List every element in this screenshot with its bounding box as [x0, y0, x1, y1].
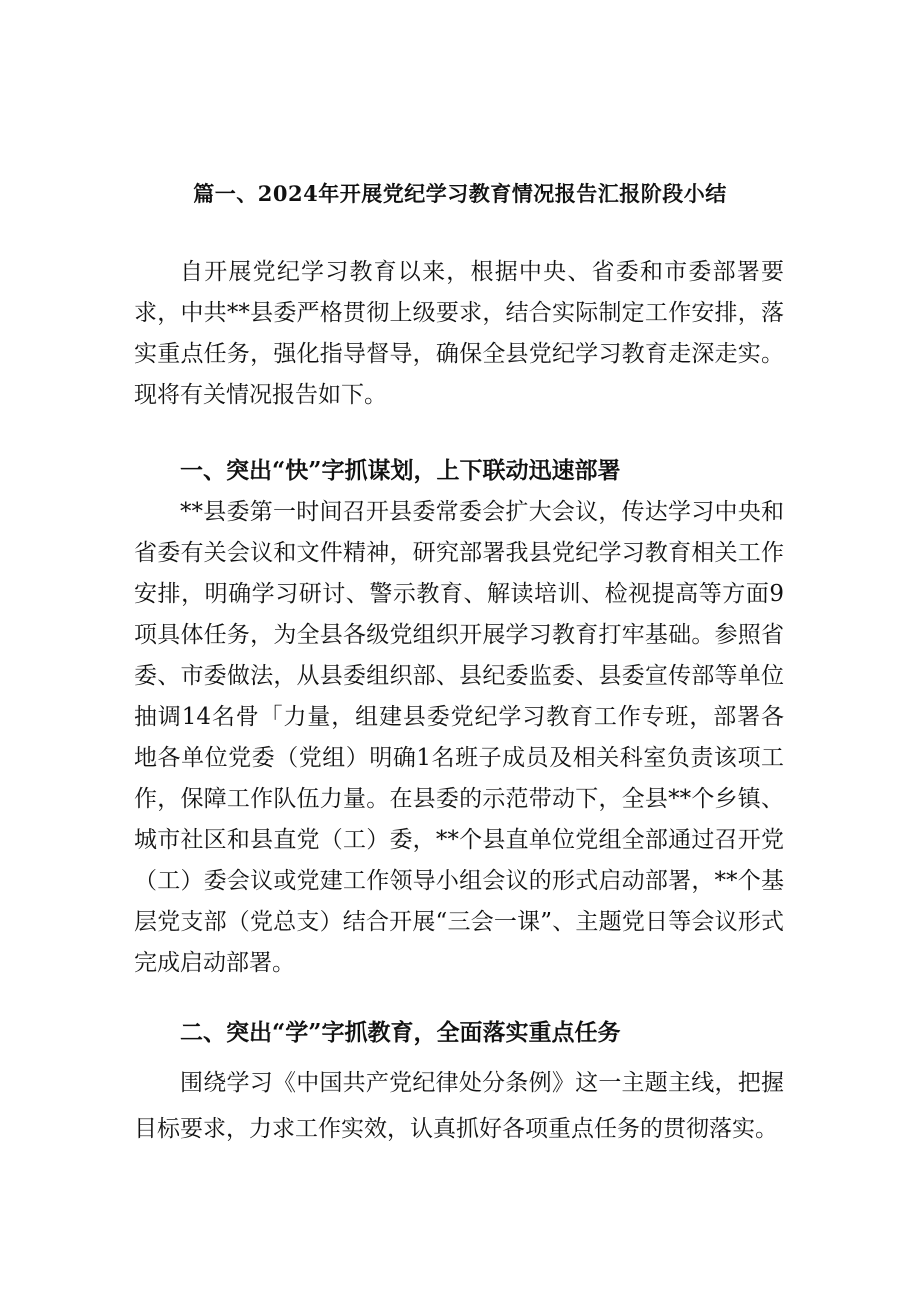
intro-paragraph: 自开展党纪学习教育以来，根据中央、省委和市委部署要求，中共**县委严格贯彻上级要求，结合实际制定工作安排，落实重点任务，强化指导督导，确保全县党纪学习教育走深走实。现将有关情况报告如下。 [134, 259, 784, 408]
section-paragraph-two: 围绕学习《中国共产党纪律处分条例》这一主题主线，把握目标要求，力求工作实效，认真抓好各项重点任务的贯彻落实。 [134, 1070, 784, 1142]
section-paragraph-one: **县委第一时间召开县委常委会扩大会议，传达学习中央和省委有关会议和文件精神，研究部署我县党纪学习教育相关工作安排，明确学习研讨、警示教育、解读培训、检视提高等方面9项具体任务，为全县各级党组织开展学习教育打牢基础。参照省委、市委做法，从县委组织部、县纪委监委、县委宣传部等单位抽调14名骨「力量，组建县委党纪学习教育工作专班，部署各地各单位党委（党组）明确1名班子成员及相关科室负责该项工作，保障工作队伍力量。在县委的示范带动下，全县**个乡镇、城市社区和县直党（工）委，**个县直单位党组全部通过召开党（工）委会议或党建工作领导小组会议的形式启动部署，**个基层党支部（党总支）结合开展“三会一课”、主题党日等会议形式完成启动部署。 [134, 499, 784, 976]
section-heading-two: 二、突出“学”字抓教育，全面落实重点任务 [180, 1019, 621, 1046]
document-title: 篇一、2024年开展党纪学习教育情况报告汇报阶段小结 [193, 181, 727, 206]
section-heading-one: 一、突出“快”字抓谋划，上下联动迅速部署 [180, 457, 621, 484]
